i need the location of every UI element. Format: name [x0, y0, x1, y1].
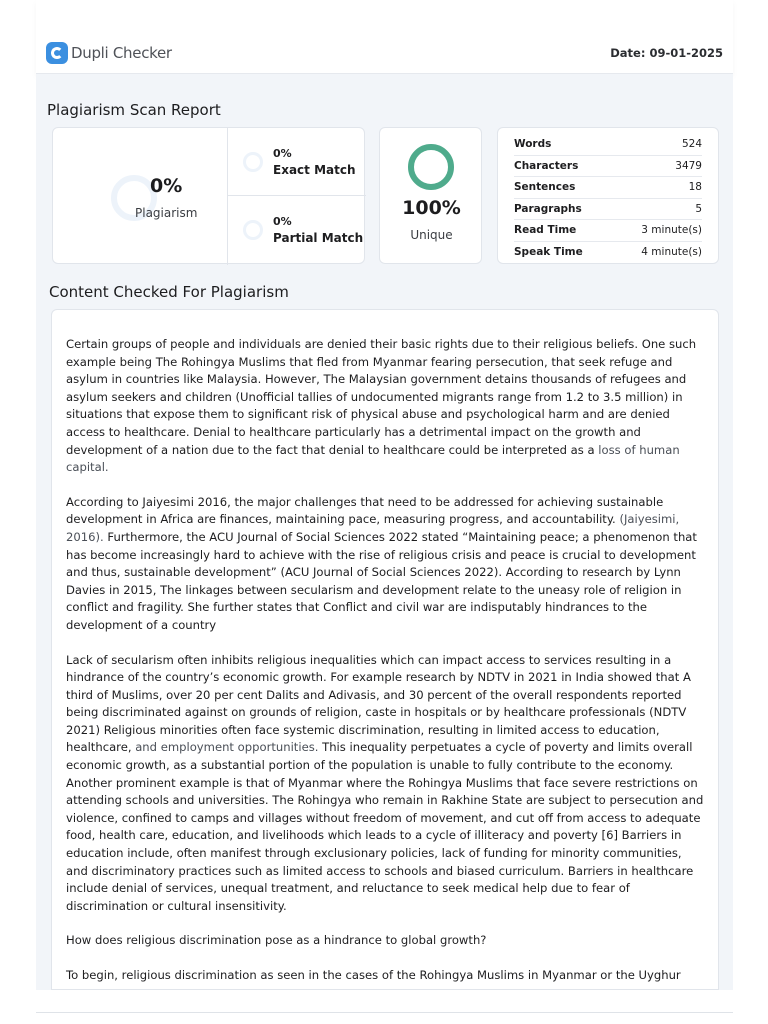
- paragraph-text: Certain groups of people and individuals are denied their basic rights due to their religious beliefs. One such example being The Rohingya Muslims that fled from Myanmar fearing persecution, that seek refuge and asylum in countries like Malaysia. However, The Malaysian government detains thousands of refugees and asylum seekers and children (Unofficial tallies of undocumented migrants range from 1.2 to 3.5 million) in situations that expose them to significant risk of physical abuse and psychological harm and are denied access to healthcare. Denial to healthcare particularly has a detrimental impact on the growth and development of a nation due to the fact that denial to healthcare could be interpreted as a: [66, 337, 697, 457]
- stat-name: Paragraphs: [514, 202, 582, 215]
- citation-text: (Jaiyesimi, 2016).: [66, 512, 680, 544]
- exact-match-label: Exact Match: [273, 163, 356, 177]
- duplichecker-logo-icon: [46, 42, 68, 64]
- paragraph-text: Furthermore, the ACU Journal of Social Sciences 2022 stated “Maintaining peace; a phenomenon that has become increasingly hard to achieve with the rise of religious crisis and peace is crucial to development and thus, sustainable development” (ACU Journal of Social Sciences 2022). According to research by Lynn Davies in 2015, The linkages between secularism and development relate to the uneasy role of religion in conflict and fragility. She further states that Conflict and civil war are indisputably hindrances to the development of a country: [66, 529, 697, 632]
- content-question: How does religious discrimination pose as a hindrance to global growth?: [66, 933, 487, 948]
- partial-match-percent: 0%: [273, 215, 292, 228]
- stat-row-characters: [514, 156, 702, 178]
- unique-ring-icon: [408, 144, 454, 190]
- plagiarism-card: [52, 127, 365, 264]
- stat-value: 18: [688, 181, 702, 193]
- brand-name: Dupli Checker: [71, 44, 172, 62]
- stats-card: [497, 127, 719, 264]
- footer-divider: [36, 1012, 733, 1013]
- brand-logo[interactable]: [46, 42, 172, 64]
- unique-card: [379, 127, 482, 264]
- partial-match-ring-icon: [243, 220, 263, 240]
- stat-row-read-time: [514, 220, 702, 242]
- plagiarism-label: Plagiarism: [135, 206, 198, 220]
- unique-percent: 100%: [402, 197, 461, 219]
- stat-value: 5: [695, 202, 702, 215]
- exact-match-ring-icon: [243, 152, 263, 172]
- content-paragraph: [66, 336, 706, 477]
- report-date: Date: 09-01-2025: [610, 46, 723, 60]
- partial-match-row: [228, 196, 366, 264]
- report-panel: [36, 74, 733, 990]
- exact-match-percent: 0%: [273, 147, 292, 160]
- paragraph-text: According to Jaiyesimi 2016, the major challenges that need to be addressed for achieving sustainable development in Africa are finances, maintaining pace, measuring progress, and accountability.: [66, 494, 664, 527]
- stat-name: Read Time: [514, 224, 577, 236]
- content-paragraph: [66, 494, 706, 635]
- stat-value: 4 minute(s): [641, 245, 702, 258]
- highlighted-text: and employment opportunities.: [135, 740, 319, 755]
- plagiarism-summary: [53, 128, 228, 265]
- partial-match-label: Partial Match: [273, 231, 364, 245]
- stat-row-paragraphs: [514, 199, 702, 221]
- content-paragraph: To begin, religious discrimination as seen in the cases of the Rohingya Muslims in Myanmar or the Uyghur: [66, 968, 681, 982]
- unique-label: Unique: [410, 228, 453, 242]
- checked-content: [51, 309, 719, 990]
- stat-row-sentences: [514, 177, 702, 199]
- report-title: Plagiarism Scan Report: [47, 101, 221, 119]
- report-header: [36, 0, 733, 74]
- paragraph-text: Lack of secularism often inhibits religious inequalities which can impact access to services resulting in a hindrance of the country’s economic growth. For example research by NDTV in 2021 in India showed that A third of Muslims, over 20 per cent Dalits and Adivasis, and 30 percent of the overall respondents reported being discriminated against on grounds of religion, caste in hospitals or by healthcare professionals (NDTV 2021) Religious minorities often face systemic discrimination, resulting in limited access to education, healthcare,: [66, 652, 691, 755]
- stat-value: 3 minute(s): [641, 224, 702, 236]
- plagiarism-percent: 0%: [150, 175, 183, 197]
- stat-name: Sentences: [514, 181, 576, 193]
- stat-name: Words: [514, 138, 552, 150]
- stat-row-words: [514, 134, 702, 156]
- stat-name: Speak Time: [514, 245, 583, 258]
- highlighted-text: loss of human capital.: [66, 442, 680, 475]
- exact-match-row: [228, 128, 366, 196]
- stat-name: Characters: [514, 159, 579, 172]
- content-title: Content Checked For Plagiarism: [49, 283, 289, 301]
- stat-value: 524: [681, 138, 702, 150]
- paragraph-text: This inequality perpetuates a cycle of poverty and limits overall economic growth, as a substantial portion of the population is unable to fully contribute to the economy. Another prominent example is that of Myanmar where the Rohingya Muslims that face severe restrictions on attending schools and universities. The Rohingya who remain in Rakhine State are subject to persecution and violence, confined to camps and villages without freedom of movement, and cut off from access to adequate food, health care, education, and livelihoods which leads to a cycle of illiteracy and poverty [6] Barriers in education include, often manifest through exclusionary policies, lack of funding for minority communities, and discriminatory practices such as limited access to schools and biased curriculum. Barriers in healthcare include denial of services, unequal treatment, and reluctance to seek medical help due to fear of discrimination or cultural insensitivity.: [66, 740, 704, 913]
- stat-row-speak-time: [514, 242, 702, 264]
- content-paragraph: [66, 652, 706, 916]
- stat-value: 3479: [675, 159, 702, 172]
